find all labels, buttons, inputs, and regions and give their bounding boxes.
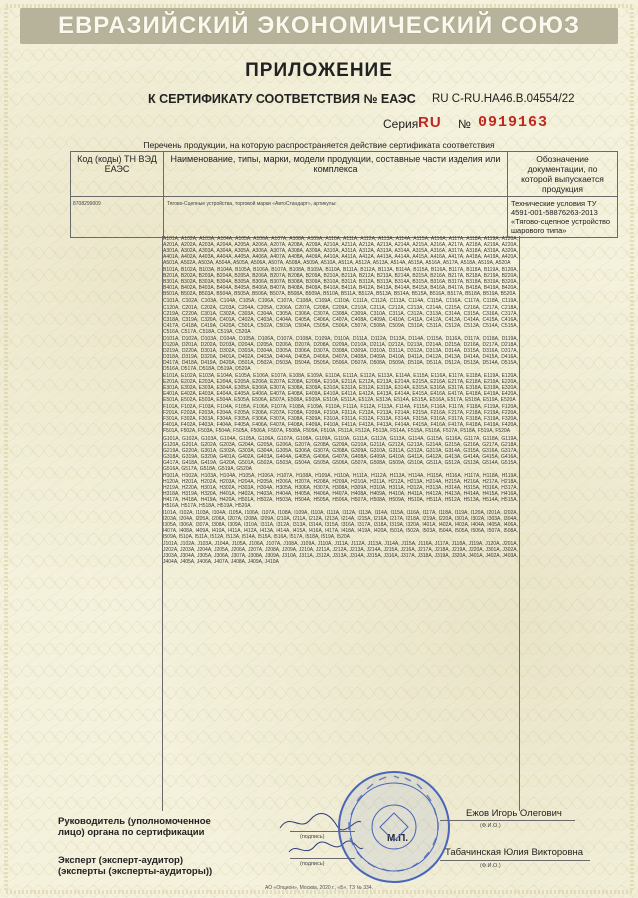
model-group-e: E101A, E102A, E103A, E104A, E105A, E106A, E107A, E108A, E109A, E110A, E111A, E112A, E113A, E114A, E115A, E116A, E117A, E118A, E119A, E120A, E201A, E202A, E203A, E204A, E205A, E206A, E207A, E208A, E209A, E210A, E211A, E212A, E213A, E214A, E215A, E216A, E217A, E218A, E219A, E220A, E301A, E302A, E303A, E304A, E305A, E306A, E307A, E308A, E309A, E310A, E311A, E312A, E313A, E314A, E315A, E316A, E317A, E318A, E319A, E320A, E401A, E402A, E403A, E404A, E405A, E406A, E407A, E408A, E409A, E410A, E411A, E412A, E413A, E414A, E415A, E416A, E417A, E418A, E419A, E420A, E501A, E502A, E503A, E504A, E505A, E506A, E507A, E508A, E509A, E510A, E511A, E512A, E513A, E514A, E515A, E516A, E517A, E518A, E519A, E520A	[163, 373, 518, 404]
hs-code: 8708299009	[73, 201, 101, 207]
number-label: №	[458, 117, 471, 131]
expert-name: Табачинская Юлия Викторовна	[445, 847, 584, 858]
official-stamp	[335, 768, 453, 886]
expert-label-line1: Эксперт (эксперт-аудитор)	[58, 855, 183, 866]
expert-label-line2: (эксперты (эксперты-аудиторы))	[58, 866, 213, 877]
page-title: ПРИЛОЖЕНИЕ	[245, 60, 393, 81]
expert-signature-caption: (подпись)	[300, 861, 325, 867]
header-name: Наименование, типы, марки, модели продукции, составные части изделия или комплекса	[164, 152, 508, 197]
model-list	[163, 236, 518, 814]
model-group-h: H101A, H102A, H103A, H104A, H105A, H106A, H107A, H108A, H109A, H110A, H111A, H112A, H113A, H114A, H115A, H116A, H117A, H118A, H119A, H120A, H201A, H202A, H203A, H204A, H205A, H206A, H207A, H208A, H209A, H210A, H211A, H212A, H213A, H214A, H215A, H216A, H217A, H218A, H219A, H220A, H301A, H302A, H303A, H304A, H305A, H306A, H307A, H308A, H309A, H310A, H311A, H312A, H313A, H314A, H315A, H316A, H317A, H318A, H319A, H320A, H401A, H402A, H403A, H404A, H405A, H406A, H407A, H408A, H409A, H410A, H411A, H412A, H413A, H414A, H415A, H416A, H417A, H418A, H419A, H420A, H501A, H502A, H503A, H504A, H505A, H506A, H507A, H508A, H509A, H510A, H511A, H512A, H513A, H514A, H515A, H516A, H517A, H518A, H519A, H520A	[163, 472, 518, 510]
head-of-certification-label	[58, 816, 211, 838]
form-number: 0919163	[478, 114, 549, 131]
product-documentation: Технические условия ТУ 4591-001-58876263-2013 «Тягово-сцепное устройство шарового типа»	[511, 199, 611, 235]
head-label-line2: лицо) органа по сертификации	[58, 827, 205, 838]
printer-footer: АО «Опцион», Москва, 2020 г., «Б», ТЗ № 334.	[265, 885, 373, 891]
model-group-i: I101A, I102A, I103A, I104A, I105A, I106A, I107A, I108A, I109A, I110A, I111A, I112A, I113A, I114A, I115A, I116A, I117A, I118A, I119A, I120A, I201A, I202A, I203A, I204A, I205A, I206A, I207A, I208A, I209A, I210A, I211A, I212A, I213A, I214A, I215A, I216A, I217A, I218A, I219A, I220A, I301A, I302A, I303A, I304A, I305A, I306A, I307A, I308A, I309A, I310A, I311A, I312A, I313A, I314A, I315A, I316A, I317A, I318A, I319A, I320A, I401A, I402A, I403A, I404A, I405A, I406A, I407A, I408A, I409A, I410A, I411A, I412A, I413A, I414A, I415A, I416A, I417A, I418A, I419A, I420A, I501A, I502A, I503A, I504A, I505A, I506A, I507A, I508A, I509A, I510A, I511A, I512A, I513A, I514A, I515A, I516A, I517A, I518A, I519A, I520A	[163, 510, 518, 541]
model-group-c: C101A, C102A, C103A, C104A, C105A, C106A, C107A, C108A, C109A, C110A, C111A, C112A, C113A, C114A, C115A, C116A, C117A, C118A, C119A, C120A, C201A, C202A, C203A, C204A, C205A, C206A, C207A, C208A, C209A, C210A, C211A, C212A, C213A, C214A, C215A, C216A, C217A, C218A, C219A, C220A, C301A, C302A, C303A, C304A, C305A, C306A, C307A, C308A, C309A, C310A, C311A, C312A, C313A, C314A, C315A, C316A, C317A, C318A, C319A, C320A, C401A, C402A, C403A, C404A, C405A, C406A, C407A, C408A, C409A, C410A, C411A, C412A, C413A, C414A, C415A, C416A, C417A, C418A, C419A, C420A, C501A, C502A, C503A, C504A, C505A, C506A, C507A, C508A, C509A, C510A, C511A, C512A, C513A, C514A, C515A, C516A, C517A, C518A, C519A, C520A	[163, 298, 518, 335]
model-group-a: A101A, A102A, A103A, A104A, A105A, A106A, A107A, A108A, A109A, A110A, A111A, A112A, A113A, A114A, A115A, A116A, A117A, A118A, A119A, A120A, A201A, A202A, A203A, A204A, A205A, A206A, A207A, A208A, A209A, A210A, A211A, A212A, A213A, A214A, A215A, A216A, A217A, A218A, A219A, A220A, A301A, A302A, A303A, A304A, A305A, A306A, A307A, A308A, A309A, A310A, A311A, A312A, A313A, A314A, A315A, A316A, A317A, A318A, A319A, A320A, A401A, A402A, A403A, A404A, A405A, A406A, A407A, A408A, A409A, A410A, A411A, A412A, A413A, A414A, A415A, A416A, A417A, A418A, A419A, A420A, A501A, A502A, A503A, A504A, A505A, A506A, A507A, A508A, A509A, A510A, A511A, A512A, A513A, A514A, A515A, A516A, A517A, A518A, A519A, A520A	[163, 236, 518, 267]
expert-label	[58, 855, 212, 877]
header-code: Код (коды) ТН ВЭД ЕАЭС	[71, 152, 164, 197]
certificate-number: RU С-RU.НА46.В.04554/22	[432, 93, 575, 105]
eaeu-banner	[20, 8, 618, 44]
expert-fio-caption: (Ф.И.О.)	[480, 863, 501, 869]
model-group-b: B101A, B102A, B103A, B104A, B105A, B106A, B107A, B108A, B109A, B110A, B111A, B112A, B113A, B114A, B115A, B116A, B117A, B118A, B119A, B120A, B201A, B202A, B203A, B204A, B205A, B206A, B207A, B208A, B209A, B210A, B211A, B212A, B213A, B214A, B215A, B216A, B217A, B218A, B219A, B220A, B301A, B302A, B303A, B304A, B305A, B306A, B307A, B308A, B309A, B310A, B311A, B312A, B313A, B314A, B315A, B316A, B317A, B318A, B319A, B320A, B401A, B402A, B403A, B404A, B405A, B406A, B407A, B408A, B409A, B410A, B411A, B412A, B413A, B414A, B415A, B416A, B417A, B418A, B419A, B420A, B501A, B502A, B503A, B504A, B505A, B506A, B507A, B508A, B509A, B510A, B511A, B512A, B513A, B514A, B515A, B516A, B517A, B518A, B519A, B520A	[163, 267, 518, 298]
head-name-line	[440, 820, 575, 821]
product-table	[70, 151, 618, 238]
head-fio-caption: (Ф.И.О.)	[480, 823, 501, 829]
table-header-row	[71, 152, 618, 197]
model-group-d: D101A, D102A, D103A, D104A, D105A, D106A, D107A, D108A, D109A, D110A, D111A, D112A, D113A, D114A, D115A, D116A, D117A, D118A, D119A, D120A, D201A, D202A, D203A, D204A, D205A, D206A, D207A, D208A, D209A, D210A, D211A, D212A, D213A, D214A, D215A, D216A, D217A, D218A, D219A, D220A, D301A, D302A, D303A, D304A, D305A, D306A, D307A, D308A, D309A, D310A, D311A, D312A, D313A, D314A, D315A, D316A, D317A, D318A, D319A, D320A, D401A, D402A, D403A, D404A, D405A, D406A, D407A, D408A, D409A, D410A, D411A, D412A, D413A, D414A, D415A, D416A, D417A, D418A, D419A, D420A, D501A, D502A, D503A, D504A, D505A, D506A, D507A, D508A, D509A, D510A, D511A, D512A, D513A, D514A, D515A, D516A, D517A, D518A, D519A, D520A	[163, 335, 518, 372]
model-group-j: J101A, J102A, J103A, J104A, J105A, J106A, J107A, J108A, J109A, J110A, J111A, J112A, J113A, J114A, J115A, J116A, J117A, J118A, J119A, J120A, J201A, J202A, J203A, J204A, J205A, J206A, J207A, J208A, J209A, J210A, J211A, J212A, J213A, J214A, J215A, J216A, J217A, J218A, J219A, J220A, J301A, J302A, J303A, J304A, J305A, J306A, J307A, J308A, J309A, J310A, J311A, J312A, J313A, J314A, J315A, J316A, J317A, J318A, J319A, J320A, J401A, J402A, J403A, J404A, J405A, J406A, J407A, J408A, J409A, J410A	[163, 541, 518, 566]
intro-text: Перечень продукции, на которую распространяется действие сертификата соответствия	[143, 140, 495, 150]
table-border-right	[519, 236, 520, 811]
model-group-f: F101A, F102A, F103A, F104A, F105A, F106A, F107A, F108A, F109A, F110A, F111A, F112A, F113A, F114A, F115A, F116A, F117A, F118A, F119A, F120A, F201A, F202A, F203A, F204A, F205A, F206A, F207A, F208A, F209A, F210A, F211A, F212A, F213A, F214A, F215A, F216A, F217A, F218A, F219A, F220A, F301A, F302A, F303A, F304A, F305A, F306A, F307A, F308A, F309A, F310A, F311A, F312A, F313A, F314A, F315A, F316A, F317A, F318A, F319A, F320A, F401A, F402A, F403A, F404A, F405A, F406A, F407A, F408A, F409A, F410A, F411A, F412A, F413A, F414A, F415A, F416A, F417A, F418A, F419A, F420A, F501A, F502A, F503A, F504A, F505A, F506A, F507A, F508A, F509A, F510A, F511A, F512A, F513A, F514A, F515A, F516A, F517A, F518A, F519A, F520A	[163, 404, 518, 435]
series-value: RU	[418, 114, 442, 131]
table-row	[71, 197, 618, 238]
product-name: Тягово-Сцепные устройства, торговой марки «АвтоСтандарт», артикулы:	[167, 201, 337, 207]
head-signature-caption: (подпись)	[300, 834, 325, 840]
head-label-line1: Руководитель (уполномоченное	[58, 816, 211, 827]
appendix-subtitle: К СЕРТИФИКАТУ СООТВЕТСТВИЯ № ЕАЭС	[148, 92, 416, 106]
header-doc: Обозначение документации, по которой выпускается продукция	[508, 152, 618, 197]
series-label: Серия	[383, 117, 419, 131]
head-name: Ежов Игорь Олегович	[466, 808, 562, 819]
banner-text: ЕВРАЗИЙСКИЙ ЭКОНОМИЧЕСКИЙ СОЮЗ	[57, 12, 581, 39]
model-group-g: G101A, G102A, G103A, G104A, G105A, G106A, G107A, G108A, G109A, G110A, G111A, G112A, G113A, G114A, G115A, G116A, G117A, G118A, G119A, G120A, G201A, G202A, G203A, G204A, G205A, G206A, G207A, G208A, G209A, G210A, G211A, G212A, G213A, G214A, G215A, G216A, G217A, G218A, G219A, G220A, G301A, G302A, G303A, G304A, G305A, G306A, G307A, G308A, G309A, G310A, G311A, G312A, G313A, G314A, G315A, G316A, G317A, G318A, G319A, G320A, G401A, G402A, G403A, G404A, G405A, G406A, G407A, G408A, G409A, G410A, G411A, G412A, G413A, G414A, G415A, G416A, G417A, G418A, G419A, G420A, G501A, G502A, G503A, G504A, G505A, G506A, G507A, G508A, G509A, G510A, G511A, G512A, G513A, G514A, G515A, G516A, G517A, G518A, G519A, G520A	[163, 435, 518, 472]
expert-name-line	[440, 860, 590, 861]
